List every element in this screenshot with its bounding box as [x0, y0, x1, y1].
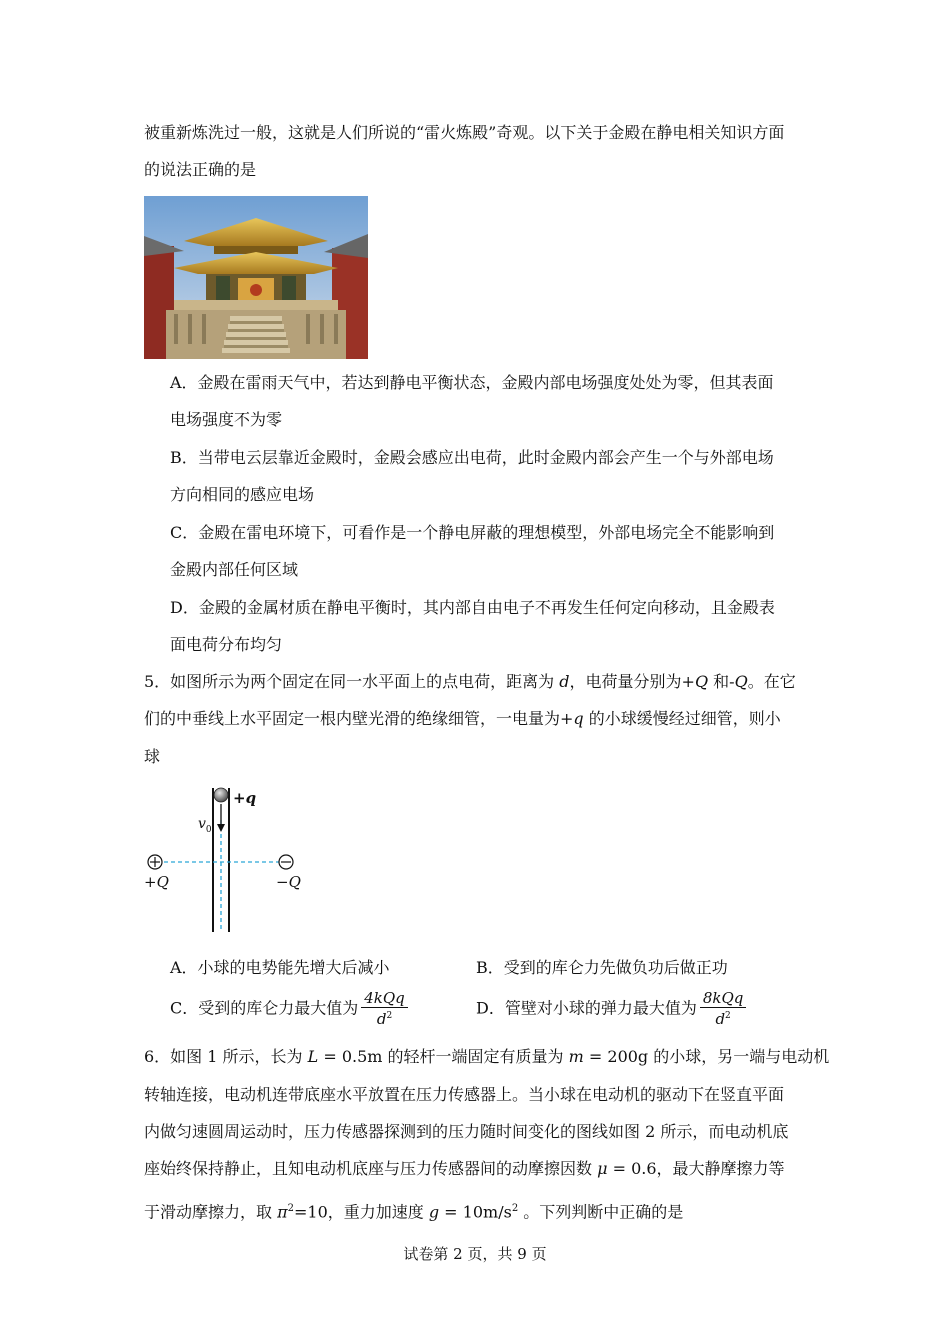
q6-stem-line-5: 于滑动摩擦力，取 $\pi^2=10$，重力加速度 $g = 10m/s^2$ 。下列判断中正确的是	[144, 1202, 684, 1222]
ball-charge-label: +q	[233, 789, 257, 807]
velocity-arrowhead	[217, 824, 225, 832]
q4-option-c-line-2: 金殿内部任何区域	[170, 560, 299, 579]
q6-stem-line-4: 座始终保持静止，且知电动机底座与压力传感器间的动摩擦因数 μ = 0.6，最大静摩擦力等	[144, 1159, 785, 1178]
q6-stem-line-1: 6．如图 1 所示，长为 L = 0.5m 的轻杆一端固定有质量为 m = 200g 的小球，另一端与电动机	[144, 1047, 830, 1066]
intro-line-2: 的说法正确的是	[144, 160, 257, 179]
q4-option-b-line-1: B．当带电云层靠近金殿时，金殿会感应出电荷，此时金殿内部会产生一个与外部电场	[170, 448, 774, 467]
q5-figure	[140, 780, 320, 940]
q5-option-b: B．受到的库仑力先做负功后做正功	[476, 958, 728, 977]
q6-stem-line-3: 内做匀速圆周运动时，压力传感器探测到的压力随时间变化的图线如图 2 所示，而电动机底	[144, 1122, 789, 1141]
q5-stem-line-1: 5．如图所示为两个固定在同一水平面上的点电荷，距离为 d，电荷量分别为+Q 和-Q。在它	[144, 672, 796, 691]
q5-stem-line-2: 们的中垂线上水平固定一根内壁光滑的绝缘细管，一电量为+q 的小球缓慢经过细管，则小	[144, 709, 781, 728]
left-charge-label: +Q	[144, 873, 169, 891]
q5-option-c: C．受到的库仑力最大值为 $\frac{\text{4kQq}}{d^2}$	[170, 990, 408, 1028]
q4-option-a-line-1: A．金殿在雷雨天气中，若达到静电平衡状态，金殿内部电场强度处处为零，但其表面	[170, 373, 774, 392]
q5-option-a: A．小球的电势能先增大后减小	[170, 958, 390, 977]
ball	[214, 788, 228, 802]
q5-option-c-fraction: $\frac{\text{4kQq}}{d^2}$	[361, 990, 408, 1028]
q5-option-d-fraction: $\frac{\text{8kQq}}{d^2}$	[700, 990, 747, 1028]
q5-stem-line-3: 球	[144, 747, 161, 766]
velocity-label: $v_0$	[198, 816, 212, 835]
golden-temple-photo	[144, 196, 368, 359]
right-charge-label: −Q	[276, 873, 301, 891]
q4-option-c-line-1: C．金殿在雷电环境下，可看作是一个静电屏蔽的理想模型，外部电场完全不能影响到	[170, 523, 775, 542]
q4-option-d-line-1: D．金殿的金属材质在静电平衡时，其内部自由电子不再发生任何定向移动，且金殿表	[170, 598, 775, 617]
intro-line-1: 被重新炼洗过一般，这就是人们所说的“雷火炼殿”奇观。以下关于金殿在静电相关知识方面	[144, 123, 785, 142]
q6-stem-line-2: 转轴连接，电动机连带底座水平放置在压力传感器上。当小球在电动机的驱动下在竖直平面	[144, 1085, 785, 1104]
q4-option-d-line-2: 面电荷分布均匀	[170, 635, 283, 654]
q4-option-b-line-2: 方向相同的感应电场	[170, 485, 315, 504]
q4-option-a-line-2: 电场强度不为零	[170, 410, 283, 429]
page-footer: 试卷第 2 页，共 9 页	[403, 1245, 547, 1263]
q5-option-d: D．管壁对小球的弹力最大值为 $\frac{\text{8kQq}}{d^2}$	[476, 990, 746, 1028]
